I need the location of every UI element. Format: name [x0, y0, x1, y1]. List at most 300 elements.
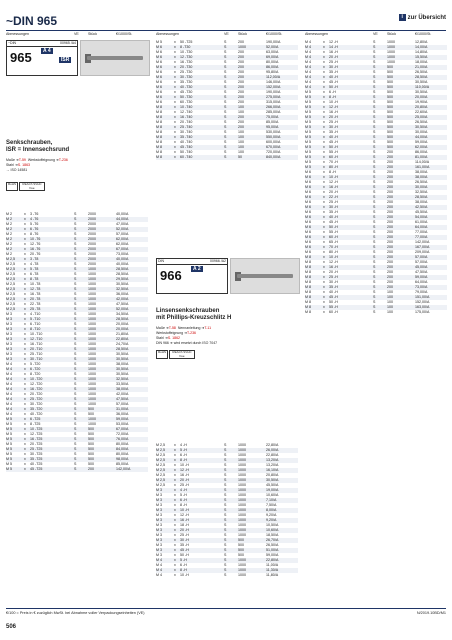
- cell-x: x: [323, 195, 325, 199]
- cell-x: x: [174, 130, 176, 134]
- cell-size: M 5: [305, 130, 311, 134]
- cell-size: M 8: [156, 105, 162, 109]
- table-col2b: [156, 443, 298, 578]
- cell-ve: S: [224, 115, 227, 119]
- reach-badge: REACh SVHC free: [19, 182, 45, 191]
- cell-ve: S: [224, 498, 227, 502]
- cell-x: x: [24, 287, 26, 291]
- cell-len: 55 -H: [329, 230, 338, 234]
- cell-size: M 2,5: [6, 302, 15, 306]
- cell-size: M 5: [156, 40, 162, 44]
- cell-price: 31,00/A: [116, 407, 129, 411]
- cell-size: M 5: [305, 145, 311, 149]
- cell-price: 77,00/A: [415, 230, 428, 234]
- cell-ve: S: [74, 337, 77, 341]
- cell-x: x: [323, 75, 325, 79]
- cell-x: x: [24, 432, 26, 436]
- cell-len: 40 -T30: [180, 85, 193, 89]
- cell-size: M 6: [305, 245, 311, 249]
- cell-len: 45 -T30: [180, 90, 193, 94]
- cell-ve: S: [74, 222, 77, 226]
- cell-price: 30,50/A: [116, 372, 129, 376]
- cell-size: M 2,5: [6, 277, 15, 281]
- cell-ve: S: [74, 277, 77, 281]
- cell-stk: 200: [387, 245, 393, 249]
- cell-stk: 1000: [387, 40, 395, 44]
- cell-ve: S: [373, 220, 376, 224]
- cell-stk: 1000: [238, 458, 246, 462]
- cell-stk: 1000: [238, 45, 246, 49]
- cell-size: M 8: [305, 280, 311, 284]
- cell-price: 142,00/A: [415, 240, 430, 244]
- cell-ve: S: [373, 190, 376, 194]
- cell-ve: S: [224, 483, 227, 487]
- cell-x: x: [174, 563, 176, 567]
- spec-link[interactable]: Stahl ➔S. 1862: [156, 336, 180, 340]
- cell-x: x: [24, 262, 26, 266]
- table-col1: [6, 212, 148, 472]
- cell-ve: S: [373, 175, 376, 179]
- cell-len: 35 -H: [180, 543, 189, 547]
- page-number: 506: [6, 624, 17, 630]
- cell-price: 550,00/A: [266, 135, 281, 139]
- cell-ve: S: [373, 235, 376, 239]
- col-ve: VE: [373, 32, 378, 36]
- material-badge: A 2: [193, 266, 201, 272]
- cell-stk: 100: [238, 145, 244, 149]
- cell-stk: 50: [238, 155, 242, 159]
- din-number: 966: [160, 268, 182, 283]
- cell-ve: S: [373, 270, 376, 274]
- cell-price: 26,00/A: [266, 448, 279, 452]
- cell-size: M 4: [6, 382, 12, 386]
- cell-price: 7,10/A: [266, 498, 277, 502]
- cell-price: 25,00/A: [415, 115, 428, 119]
- cell-stk: 1000: [387, 45, 395, 49]
- cell-ve: S: [224, 543, 227, 547]
- cell-len: 80 -H: [329, 165, 338, 169]
- spec-link[interactable]: Maße ➔T-58 Nennanleitung ➔T-11: [156, 326, 212, 330]
- cell-price: 86,00/A: [266, 65, 279, 69]
- cell-ve: S: [224, 145, 227, 149]
- cell-price: 167,00/A: [415, 245, 430, 249]
- cell-price: 45,50/A: [415, 210, 428, 214]
- cell-x: x: [174, 155, 176, 159]
- cell-stk: 1000: [88, 322, 96, 326]
- cell-stk: 200: [238, 95, 244, 99]
- cell-x: x: [24, 232, 26, 236]
- cell-len: 50 -T25: [180, 40, 193, 44]
- cell-len: 10 -H: [180, 573, 189, 577]
- cell-x: x: [24, 252, 26, 256]
- cell-ve: S: [74, 332, 77, 336]
- cell-x: x: [24, 322, 26, 326]
- cell-ve: S: [373, 125, 376, 129]
- cell-len: 12 -T8: [30, 287, 41, 291]
- cell-stk: 1000: [88, 342, 96, 346]
- cell-price: 85,00/A: [266, 120, 279, 124]
- cell-price: 720,00/A: [266, 150, 281, 154]
- cell-ve: S: [373, 290, 376, 294]
- cell-ve: S: [224, 508, 227, 512]
- cell-ve: S: [74, 427, 77, 431]
- cell-ve: S: [74, 367, 77, 371]
- cell-x: x: [174, 80, 176, 84]
- cell-stk: 1000: [88, 292, 96, 296]
- cell-len: 6 -T25: [30, 417, 41, 421]
- cell-x: x: [323, 115, 325, 119]
- cell-len: 4 -T10: [30, 312, 41, 316]
- cell-ve: S: [373, 130, 376, 134]
- cell-len: 8 -H: [180, 568, 187, 572]
- cell-ve: S: [74, 462, 77, 466]
- cell-price: 32,50/A: [116, 287, 129, 291]
- cell-stk: 100: [238, 140, 244, 144]
- cell-x: x: [24, 242, 26, 246]
- cell-stk: 500: [88, 437, 94, 441]
- cell-len: 45 -T40: [180, 145, 193, 149]
- cell-stk: 1000: [88, 377, 96, 381]
- cell-x: x: [24, 212, 26, 216]
- cell-price: 840,00/A: [266, 155, 281, 159]
- cell-size: M 5: [305, 110, 311, 114]
- cell-stk: 1000: [238, 468, 246, 472]
- cell-ve: S: [373, 145, 376, 149]
- cell-x: x: [323, 265, 325, 269]
- cell-price: 42,00/A: [116, 297, 129, 301]
- cell-ve: S: [373, 115, 376, 119]
- cell-price: 7,50/A: [266, 503, 277, 507]
- cell-price: 79,00/A: [415, 290, 428, 294]
- cell-ve: S: [224, 513, 227, 517]
- cell-ve: S: [74, 232, 77, 236]
- cell-size: M 8: [156, 145, 162, 149]
- cell-len: 35 -H: [329, 210, 338, 214]
- desc-line: Senkschrauben,: [6, 140, 53, 146]
- cell-x: x: [323, 175, 325, 179]
- cell-x: x: [174, 463, 176, 467]
- cell-price: 85,00/A: [116, 462, 129, 466]
- cell-stk: 500: [387, 140, 393, 144]
- cell-ve: S: [224, 533, 227, 537]
- cell-len: 25 -T20: [30, 397, 43, 401]
- cell-ve: S: [373, 85, 376, 89]
- cell-price: 47,50/A: [116, 302, 129, 306]
- cell-len: 20 -T6: [30, 252, 41, 256]
- cell-x: x: [24, 412, 26, 416]
- cell-x: x: [323, 80, 325, 84]
- cell-len: 60 -T30: [180, 100, 193, 104]
- cell-ve: S: [74, 407, 77, 411]
- cell-size: M 8: [305, 300, 311, 304]
- cell-stk: 100: [238, 135, 244, 139]
- spec-link[interactable]: Werkstoffeignung ➔T-236: [156, 331, 196, 335]
- cell-len: 25 -T30: [180, 70, 193, 74]
- cell-len: 10 -T25: [30, 427, 43, 431]
- cell-x: x: [24, 307, 26, 311]
- cell-price: 21,00/A: [415, 65, 428, 69]
- cell-price: 72,00/A: [116, 432, 129, 436]
- cell-size: M 2,5: [6, 257, 15, 261]
- cell-ve: S: [224, 468, 227, 472]
- cell-size: M 8: [305, 310, 311, 314]
- cell-size: M 4: [6, 397, 12, 401]
- cell-ve: S: [74, 447, 77, 451]
- cell-stk: 200: [387, 255, 393, 259]
- cell-price: 59,00/A: [116, 417, 129, 421]
- cell-ve: S: [224, 463, 227, 467]
- cell-ve: S: [373, 170, 376, 174]
- cell-ve: S: [74, 257, 77, 261]
- cell-size: M 5: [305, 120, 311, 124]
- cell-len: 22 -H: [329, 195, 338, 199]
- cell-ve: S: [373, 70, 376, 74]
- cell-size: M 2: [6, 247, 12, 251]
- cell-stk: 2000: [88, 242, 96, 246]
- cell-price: 266,00/A: [266, 105, 281, 109]
- cell-stk: 500: [387, 135, 393, 139]
- cell-len: 30 -T25: [30, 452, 43, 456]
- cell-size: M 3: [6, 312, 12, 316]
- cell-stk: 100: [387, 305, 393, 309]
- cell-x: x: [24, 277, 26, 281]
- cell-ve: S: [74, 287, 77, 291]
- info-icon: i: [399, 14, 406, 21]
- cell-size: M 5: [305, 95, 311, 99]
- cell-len: 25 -T25: [30, 447, 43, 451]
- desc-line: Linsensenkschrauben: [156, 308, 220, 314]
- cell-len: 12 -T20: [30, 382, 43, 386]
- cell-price: 28,50/A: [116, 317, 129, 321]
- cell-size: M 6: [156, 65, 162, 69]
- cell-stk: 2000: [88, 237, 96, 241]
- cell-price: 9,20/A: [266, 513, 277, 517]
- cell-ve: S: [224, 60, 227, 64]
- cell-ve: S: [224, 553, 227, 557]
- cell-stk: 200: [387, 150, 393, 154]
- cell-stk: 1000: [238, 558, 246, 562]
- compliance-badges-din965: [6, 182, 45, 191]
- cell-size: M 3: [6, 332, 12, 336]
- cell-size: M 8: [305, 270, 311, 274]
- screw-image-din965: [80, 40, 150, 76]
- cell-size: M 4: [305, 45, 311, 49]
- cell-x: x: [174, 513, 176, 517]
- cell-ve: S: [74, 272, 77, 276]
- cell-ve: S: [224, 448, 227, 452]
- cell-len: 10 -T6: [30, 237, 41, 241]
- catalog-box-din965: [6, 40, 78, 76]
- cell-x: x: [323, 275, 325, 279]
- cell-len: 20 -H: [329, 55, 338, 59]
- cell-ve: S: [74, 312, 77, 316]
- cell-ve: S: [373, 80, 376, 84]
- cell-size: M 5: [305, 165, 311, 169]
- cell-stk: 500: [387, 120, 393, 124]
- cell-x: x: [24, 272, 26, 276]
- cell-stk: 1000: [88, 417, 96, 421]
- cell-len: 60 -H: [329, 155, 338, 159]
- cell-size: M 2,5: [6, 272, 15, 276]
- cell-stk: 500: [88, 432, 94, 436]
- cell-stk: 100: [238, 130, 244, 134]
- cell-ve: S: [224, 563, 227, 567]
- cell-stk: 1000: [238, 508, 246, 512]
- cell-stk: 1000: [88, 347, 96, 351]
- cell-ve: S: [373, 295, 376, 299]
- overview-link[interactable]: [399, 14, 446, 21]
- cell-price: 36,00/A: [116, 292, 129, 296]
- cell-size: M 4: [305, 85, 311, 89]
- cell-size: M 8: [156, 135, 162, 139]
- cell-stk: 200: [387, 205, 393, 209]
- cell-x: x: [323, 50, 325, 54]
- cell-x: x: [174, 60, 176, 64]
- cell-ve: S: [224, 503, 227, 507]
- cell-size: M 2,5: [156, 478, 165, 482]
- cell-len: 35 -T25: [30, 457, 43, 461]
- cell-stk: 1000: [88, 372, 96, 376]
- cell-len: 5 -H: [180, 558, 187, 562]
- cell-stk: 1000: [238, 523, 246, 527]
- cell-price: 30,50/A: [415, 125, 428, 129]
- cell-x: x: [24, 392, 26, 396]
- cell-price: 86,00/A: [415, 150, 428, 154]
- cell-stk: 100: [238, 110, 244, 114]
- cell-ve: S: [74, 307, 77, 311]
- cell-stk: 500: [387, 85, 393, 89]
- cell-len: 5 -T20: [30, 362, 41, 366]
- cell-len: 16 -T30: [180, 60, 193, 64]
- cell-len: 65 -H: [329, 240, 338, 244]
- cell-x: x: [24, 437, 26, 441]
- cell-stk: 500: [238, 543, 244, 547]
- cell-stk: 2000: [88, 217, 96, 221]
- rohs-badge: RoHS: [156, 350, 168, 359]
- cell-x: x: [24, 332, 26, 336]
- cell-x: x: [24, 222, 26, 226]
- cell-ve: S: [373, 310, 376, 314]
- desc-line: mit Phillips-Kreuzschlitz H: [156, 315, 232, 321]
- cell-x: x: [323, 70, 325, 74]
- cell-len: 10 -T20: [30, 377, 43, 381]
- cell-size: M 5: [305, 90, 311, 94]
- cell-x: x: [174, 543, 176, 547]
- cell-x: x: [323, 120, 325, 124]
- cell-price: 84,00/A: [116, 447, 129, 451]
- cell-size: M 8: [305, 285, 311, 289]
- cell-x: x: [323, 260, 325, 264]
- cell-size: M 2,5: [6, 267, 15, 271]
- cell-size: M 2,5: [6, 307, 15, 311]
- cell-size: M 2,5: [156, 473, 165, 477]
- cell-price: 146,00/A: [266, 80, 281, 84]
- cell-x: x: [24, 377, 26, 381]
- cell-price: 22,80/A: [266, 558, 279, 562]
- cell-price: 161,00/A: [415, 165, 430, 169]
- cell-x: x: [323, 160, 325, 164]
- cell-price: 151,00/A: [415, 295, 430, 299]
- page-title: ~DIN 965: [6, 14, 58, 28]
- cell-ve: S: [224, 473, 227, 477]
- cell-price: 315,00/A: [266, 100, 281, 104]
- cell-size: M 2,5: [156, 458, 165, 462]
- cell-price: 12,80/A: [415, 40, 428, 44]
- cell-stk: 200: [387, 170, 393, 174]
- cell-size: M 4: [305, 60, 311, 64]
- cell-ve: S: [224, 488, 227, 492]
- cell-size: M 3: [156, 508, 162, 512]
- cell-price: 21,80/A: [116, 332, 129, 336]
- cell-price: 22,80/A: [116, 337, 129, 341]
- cell-x: x: [174, 65, 176, 69]
- cell-x: x: [323, 220, 325, 224]
- cell-stk: 1000: [88, 357, 96, 361]
- cell-size: M 4: [156, 573, 162, 577]
- cell-ve: S: [224, 568, 227, 572]
- cell-ve: S: [373, 275, 376, 279]
- cell-len: 4 -T6: [30, 217, 39, 221]
- spec-link[interactable]: Maße ➔T-59 Werkstoffeignung ➔T-236: [6, 158, 68, 162]
- spec-link[interactable]: Stahl ➔S. 1863: [6, 163, 30, 167]
- cell-size: M 6: [156, 55, 162, 59]
- cell-price: 24,70/A: [116, 342, 129, 346]
- cell-stk: 2000: [88, 232, 96, 236]
- cell-stk: 500: [88, 457, 94, 461]
- product-description-din965: [6, 140, 69, 154]
- col-stk: Stück: [238, 32, 247, 36]
- cell-size: M 8: [156, 155, 162, 159]
- cell-stk: 1000: [88, 327, 96, 331]
- cell-price: 63,00/A: [266, 50, 279, 54]
- cell-ve: S: [373, 65, 376, 69]
- cell-ve: S: [224, 155, 227, 159]
- cell-ve: S: [224, 105, 227, 109]
- cell-x: x: [174, 140, 176, 144]
- cell-ve: S: [224, 125, 227, 129]
- cell-price: 67,00/A: [116, 247, 129, 251]
- cell-len: 16 -T6: [30, 247, 41, 251]
- din-code-left: DIN: [158, 259, 165, 263]
- table-row: [6, 467, 148, 472]
- cell-stk: 200: [387, 175, 393, 179]
- cell-x: x: [174, 110, 176, 114]
- cell-ve: S: [224, 85, 227, 89]
- cell-ve: S: [373, 150, 376, 154]
- cell-len: 22 -T8: [30, 302, 41, 306]
- cell-x: x: [174, 473, 176, 477]
- cell-ve: S: [224, 40, 227, 44]
- cell-x: x: [323, 140, 325, 144]
- cell-stk: 500: [387, 80, 393, 84]
- cell-stk: 1000: [238, 568, 246, 572]
- cell-len: 16 -T8: [30, 292, 41, 296]
- cell-stk: 1000: [238, 528, 246, 532]
- cell-x: x: [24, 402, 26, 406]
- cell-len: 35 -T40: [180, 135, 193, 139]
- cell-ve: S: [74, 402, 77, 406]
- cell-len: 60 -H: [329, 235, 338, 239]
- cell-stk: 1000: [88, 272, 96, 276]
- cell-len: 12 -H: [329, 105, 338, 109]
- cell-ve: S: [224, 493, 227, 497]
- cell-price: 209,00/A: [415, 250, 430, 254]
- cell-size: M 5: [6, 417, 12, 421]
- cell-x: x: [24, 367, 26, 371]
- cell-price: 11,80/A: [266, 573, 279, 577]
- cell-size: M 3: [6, 342, 12, 346]
- cell-ve: S: [224, 558, 227, 562]
